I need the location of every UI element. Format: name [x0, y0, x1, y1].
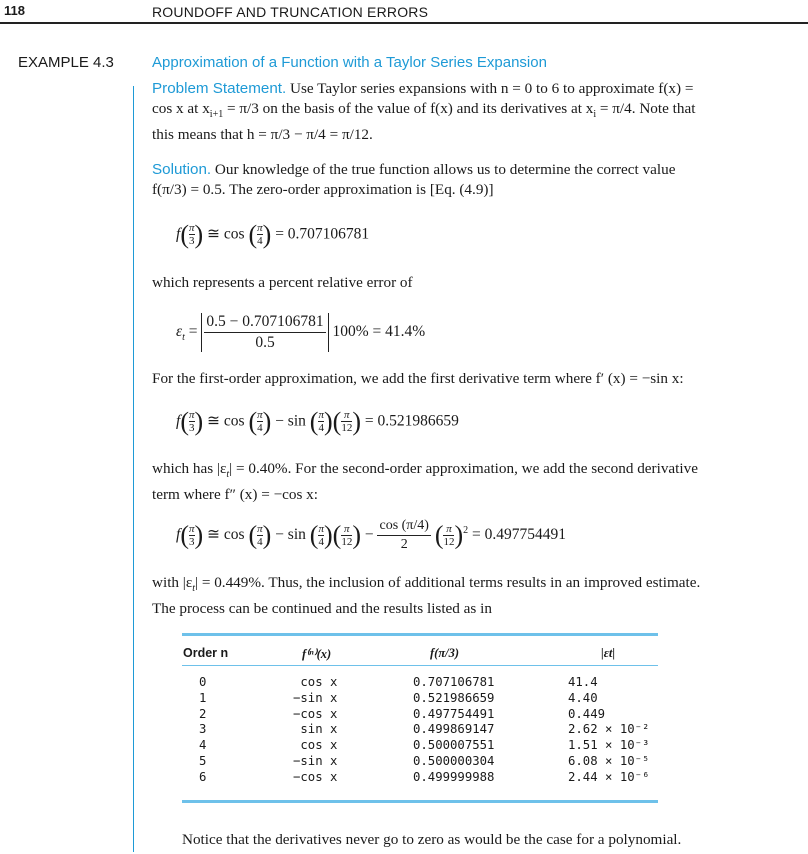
problem-text-b: cos x at x — [152, 100, 210, 117]
table-cell-err: 6.08 × 10⁻⁵ — [568, 753, 650, 768]
table-cell-order: 3 — [199, 722, 207, 737]
table-cell-deriv: cos x — [293, 738, 338, 753]
problem-sub-b: i+1 — [209, 109, 224, 121]
problem-text-d: = π/4. Note that — [596, 100, 696, 117]
table-cell-deriv: −cos x — [293, 706, 338, 721]
text-second-a: which has |ε — [152, 460, 227, 477]
problem-sub-c: i — [593, 109, 597, 121]
text-with-a: with |ε — [152, 574, 193, 591]
text-with-a-sub: t — [192, 583, 195, 595]
solution-text-b: f(π/3) = 0.5. The zero-order approximation is [Eq. (4.9)] — [152, 181, 494, 198]
eq1-result: = 0.707106781 — [275, 225, 370, 243]
table-cell-order: 2 — [199, 706, 207, 721]
solution-text-a: Our knowledge of the true function allows us to determine the correct value — [214, 161, 676, 178]
text-with-error — [152, 573, 752, 619]
text-second-b: | = 0.40%. For the second-order approximation, we add the second derivative — [229, 460, 698, 477]
text-second-order — [152, 459, 752, 505]
table-cell-order: 5 — [199, 753, 207, 768]
table-header-rule — [182, 665, 658, 666]
header-rule — [0, 22, 808, 24]
example-label: EXAMPLE 4.3 — [18, 54, 114, 71]
table-cell-err: 2.44 × 10⁻⁶ — [568, 769, 650, 784]
table-cell-deriv: −cos x — [293, 769, 338, 784]
example-side-rule — [133, 86, 134, 852]
table-header-derivative: f⁽ⁿ⁾(x) — [302, 647, 332, 661]
eq-err-lhs: ε — [176, 323, 183, 341]
equation-zero-order: f( $\frac{\pi}{3}$ ) ≅ cos ( $\frac{\pi}{4}$ ) = 0.707106781 — [176, 220, 370, 249]
eq3-frac-num: cos (π/4) — [377, 518, 430, 536]
eq-err-numerator: 0.5 − 0.707106781 — [204, 313, 325, 333]
problem-text-a: Use Taylor series expansions with n = 0 to 6 to approximate f(x) = — [290, 80, 694, 97]
table-cell-order: 4 — [199, 738, 207, 753]
table-cell-order: 1 — [199, 690, 207, 705]
text-second-a-sub: t — [226, 469, 230, 481]
running-head: ROUNDOFF AND TRUNCATION ERRORS — [152, 4, 429, 20]
table-cell-value: 0.500000304 — [413, 753, 495, 768]
example-title: Approximation of a Function with a Taylor Series Expansion — [152, 54, 547, 71]
problem-statement — [152, 79, 752, 145]
table-cell-err: 0.449 — [568, 706, 606, 721]
text-with-b: | = 0.449%. Thus, the inclusion of additional terms results in an improved estimate. — [195, 574, 701, 591]
table-cell-value: 0.497754491 — [413, 706, 495, 721]
text-notice: Notice that the derivatives never go to zero as would be the case for a polynomial. — [182, 831, 682, 848]
table-cell-order: 0 — [199, 675, 207, 689]
problem-text-c: = π/3 on the basis of the value of f(x) and its derivatives at x — [223, 100, 594, 117]
table-header-error: |εt| — [601, 646, 616, 660]
equation-first-order: f( $\frac{\pi}{3}$ ) ≅ cos ( $\frac{\pi}{4}$ ) − sin ( $\frac{\pi}{4}$ )( $\frac{\pi}{12}$ ) = 0.521986659 — [176, 407, 459, 436]
table-cell-value: 0.499869147 — [413, 722, 495, 737]
page-number: 118 — [4, 3, 25, 18]
table-header-value: f(π/3) — [430, 646, 460, 660]
problem-text-e: this means that h = π/3 − π/4 = π/12. — [152, 126, 373, 144]
table-cell-err: 2.62 × 10⁻² — [568, 722, 650, 737]
text-relative-error: which represents a percent relative error of — [152, 274, 413, 291]
eq3-frac-den: 2 — [400, 537, 408, 552]
equation-relative-error: $\varepsilon_t$ = $\frac{0.5 - 0.707106781}{0.5}$ 100% = 41.4% — [176, 313, 426, 351]
equation-second-order: f( $\frac{\pi}{3}$ ) ≅ cos ( $\frac{\pi}{4}$ ) − sin ( $\frac{\pi}{4}$ )( $\frac{\pi}{12}$ ) − $\frac{\cos (\pi/4)}{2}$ ( $\frac{\pi}{12}$ )$^2$ = 0.497754491 — [176, 518, 567, 552]
table-cell-deriv: −sin x — [293, 690, 338, 705]
table-cell-deriv: cos x — [293, 675, 338, 689]
table-top-rule — [182, 633, 658, 636]
table-cell-err: 1.51 × 10⁻³ — [568, 738, 650, 753]
text-with-c: The process can be continued and the results listed as in — [152, 600, 492, 618]
problem-heading: Problem Statement. — [152, 80, 287, 97]
eq-err-result: 100% = 41.4% — [332, 323, 426, 341]
table-cell-value: 0.521986659 — [413, 690, 495, 705]
table-column-value — [413, 675, 494, 786]
eq2-result: = 0.521986659 — [364, 412, 459, 430]
table-cell-err: 41.4 — [568, 675, 598, 689]
table-cell-deriv: −sin x — [293, 753, 338, 768]
text-second-c: term where f″ (x) = −cos x: — [152, 486, 318, 504]
eq-err-lhs-sub: t — [182, 332, 185, 344]
solution-heading: Solution. — [152, 161, 212, 178]
table-bottom-rule — [182, 800, 658, 803]
table-column-order — [199, 675, 206, 786]
table-column-error — [568, 675, 649, 786]
table-cell-value: 0.500007551 — [413, 738, 495, 753]
eq-err-denominator: 0.5 — [255, 334, 275, 351]
table-cell-value: 0.707106781 — [413, 675, 495, 689]
solution-paragraph — [152, 160, 752, 200]
table-cell-order: 6 — [199, 769, 207, 784]
table-header-order: Order n — [183, 646, 229, 660]
eq3-result: = 0.497754491 — [472, 526, 567, 544]
table-column-derivative — [293, 675, 337, 786]
table-cell-value: 0.499999988 — [413, 769, 495, 784]
table-cell-err: 4.40 — [568, 690, 598, 705]
table-cell-deriv: sin x — [293, 722, 338, 737]
text-first-order: For the first-order approximation, we add the first derivative term where f′ (x) = −sin x: — [152, 370, 684, 387]
